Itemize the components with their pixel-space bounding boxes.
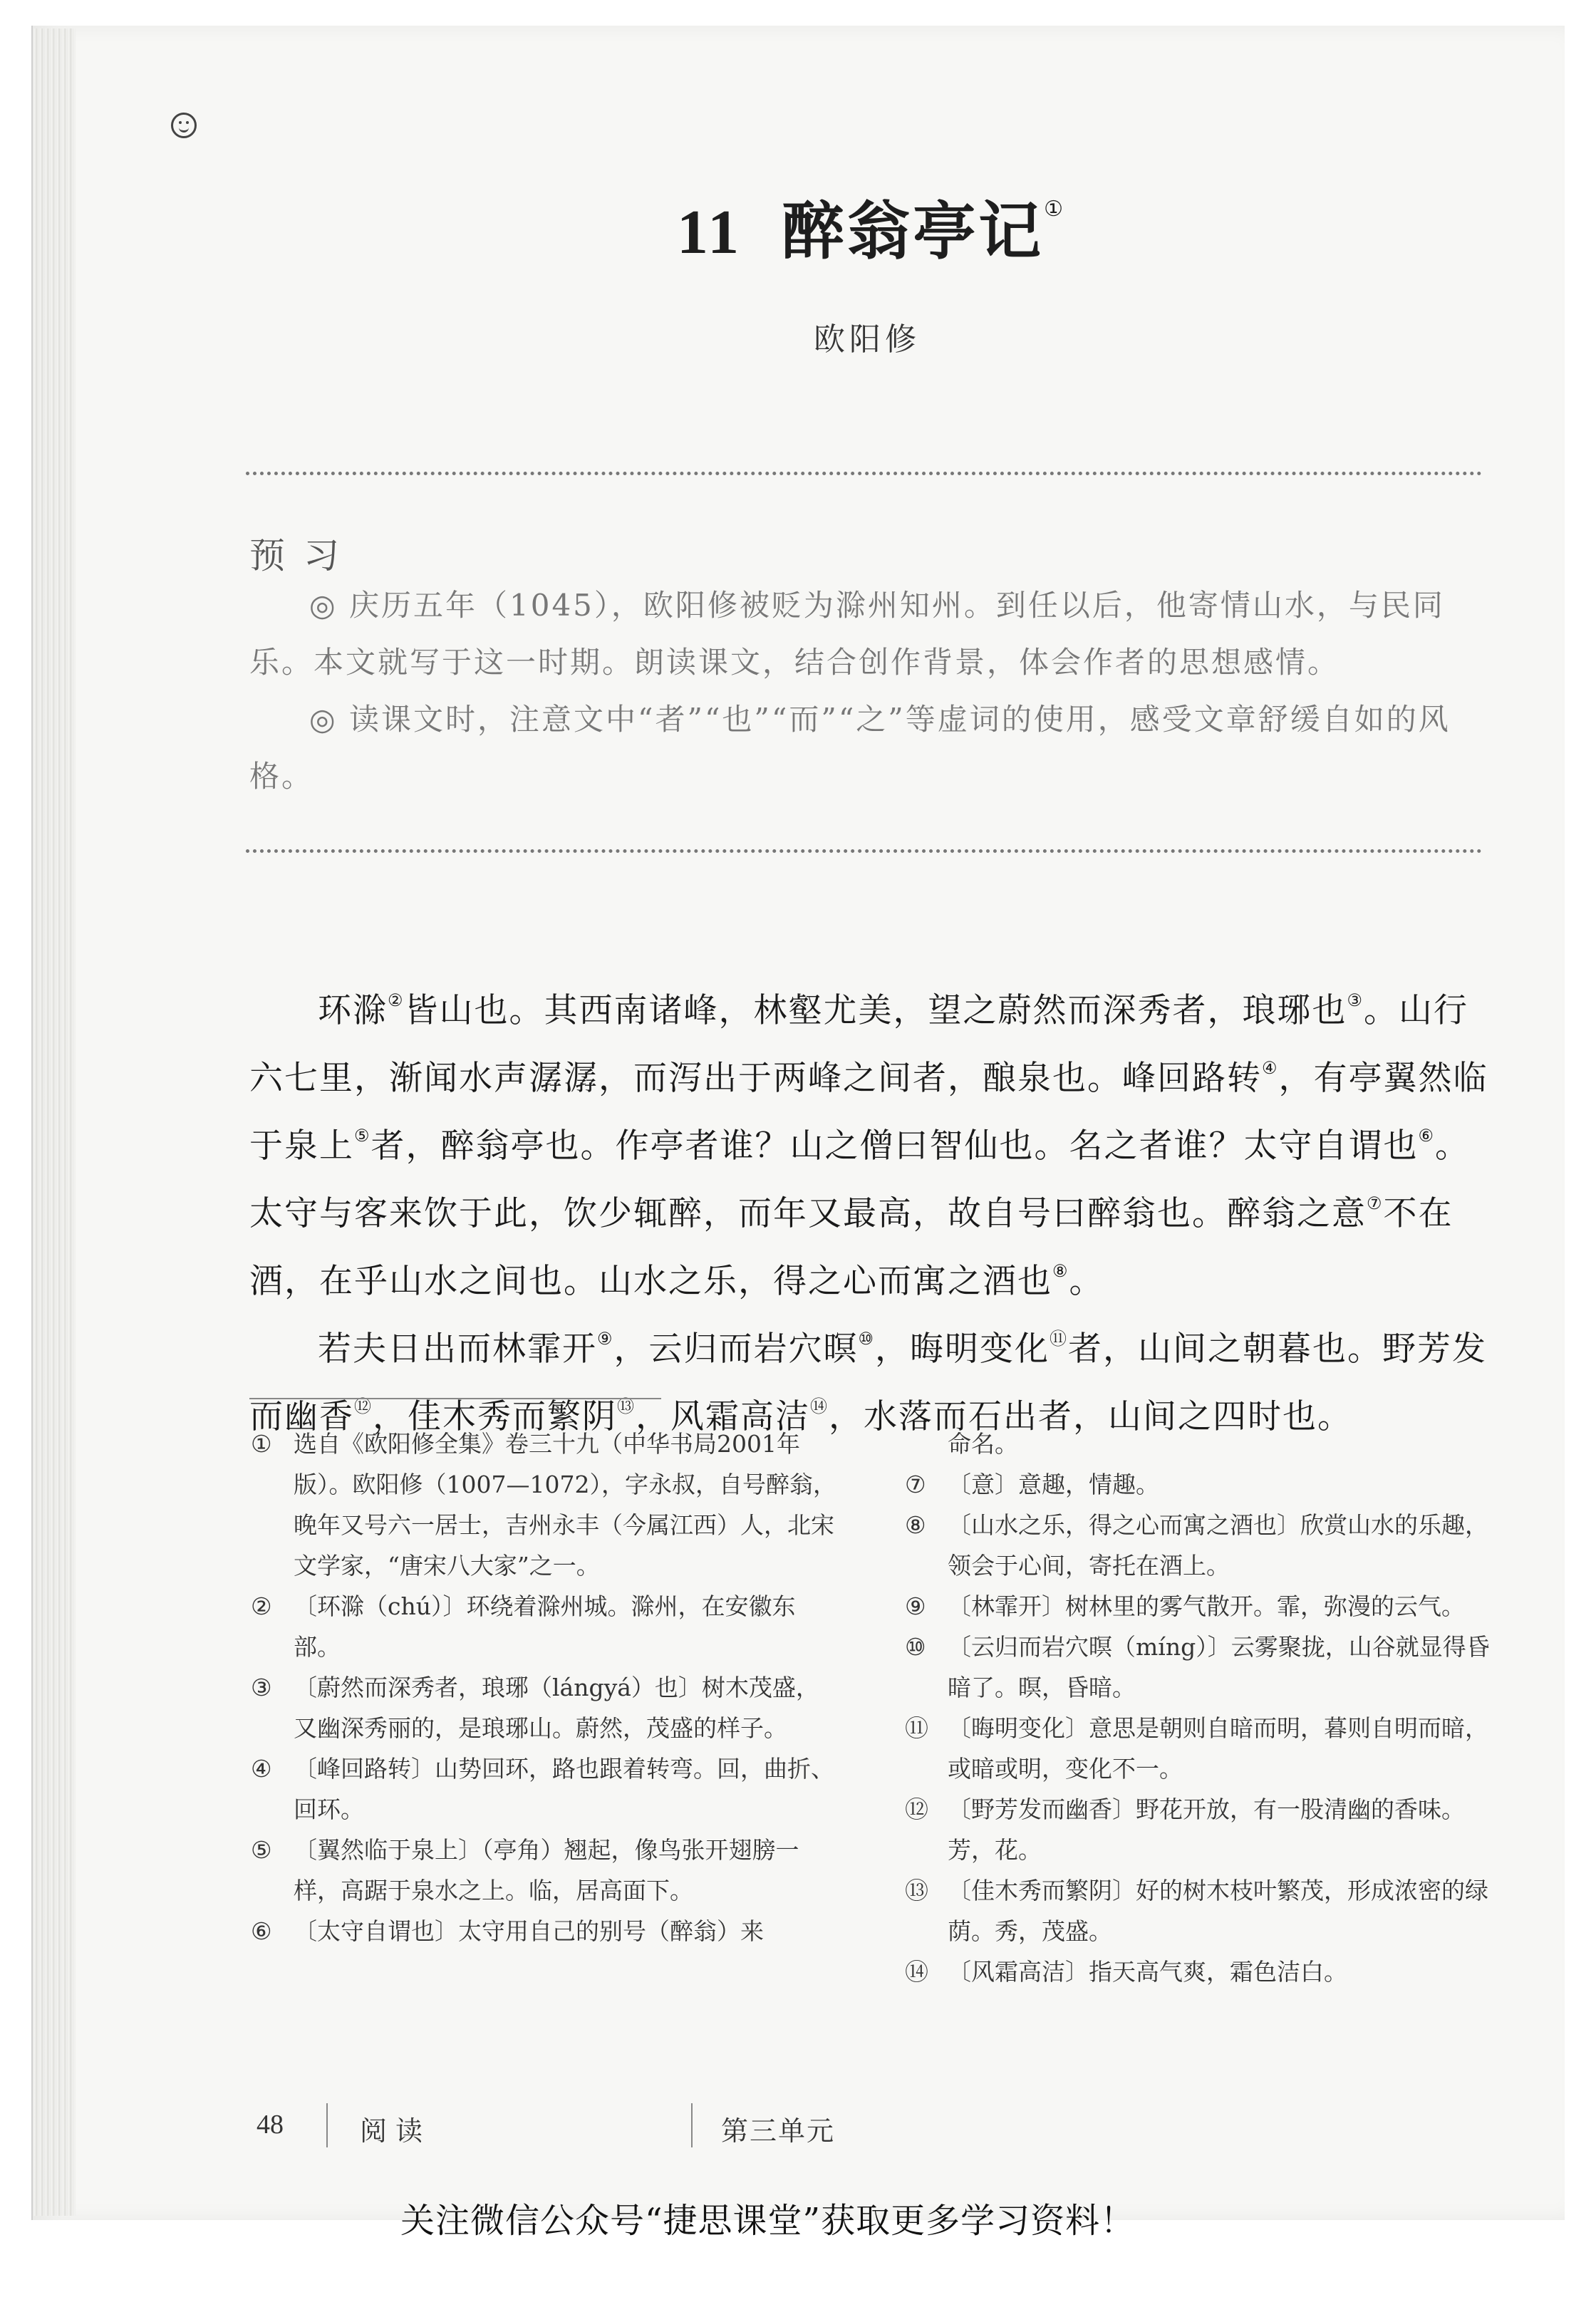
text-segment: 皆山也。其西南诸峰，林壑尤美，望之蔚然而深秀者，琅琊也 (404, 991, 1347, 1030)
footnote-text: 〔环滁（chú）〕环绕着滁州城。滁州，在安徽东部。 (294, 1592, 796, 1661)
footnote (905, 1951, 1496, 1992)
title-note-marker: ① (1044, 197, 1067, 222)
footnote (905, 1627, 1496, 1708)
paragraph-1 (249, 972, 1489, 1310)
preview-item: ◎ 庆历五年（1045），欧阳修被贬为滁州知州。到任以后，他寄情山水，与民同乐。本文就写于这一时期。朗读课文，结合创作背景，体会作者的思想感情。 (249, 588, 1445, 680)
footnote-reference: ⑤ (354, 1126, 371, 1146)
footnote-reference: ⑭ (810, 1396, 829, 1416)
text-segment: ，晦明变化 (875, 1329, 1050, 1369)
text-segment: ，风霜高洁 (636, 1397, 810, 1436)
footnote (905, 1464, 1496, 1505)
footnote-text: 〔蔚然而深秀者，琅琊（lángyá）也〕树木茂盛，又幽深秀丽的，是琅琊山。蔚然，茂盛的样子。 (294, 1674, 819, 1742)
footnote-reference: ④ (1262, 1058, 1279, 1078)
author: 欧阳修 (814, 321, 921, 358)
preview-item: ◎ 读课文时，注意文中“者”“也”“而”“之”等虚词的使用，感受文章舒缓自如的风格。 (249, 702, 1451, 794)
footnote-text: 〔风霜高洁〕指天高气爽，霜色洁白。 (948, 1958, 1347, 1986)
footnote-marker: ⑩ (905, 1633, 926, 1661)
promo-text: 关注微信公众号“捷思课堂”获取更多学习资料！ (400, 2201, 1136, 2241)
footnote (251, 1667, 842, 1748)
footnote-text: 〔林霏开〕树林里的雾气散开。霏，弥漫的云气。 (948, 1592, 1465, 1620)
footnote-text: 〔翼然临于泉上〕（亭角）翘起，像鸟张开翅膀一样，高踞于泉水之上。临，居高面下。 (294, 1836, 799, 1904)
footnote-continuation: 命名。 (948, 1430, 1018, 1458)
footnote-reference: ⑩ (858, 1329, 876, 1349)
footnote-marker: ① (251, 1430, 272, 1458)
footnote-marker: ⑬ (905, 1877, 928, 1904)
footnote-text: 选自《欧阳修全集》卷三十九（中华书局2001年版）。欧阳修（1007—1072），字永叔，自号醉翁，晚年又号六一居士，吉州永丰（今属江西）人，北宋文学家，“唐宋八大家”之一。 (294, 1430, 836, 1580)
notes-divider (249, 1398, 661, 1399)
footnote-marker: ⑪ (905, 1714, 928, 1742)
text-segment: 不在酒，在乎山水之间也。山水之乐，得之心而寓之酒也 (249, 1194, 1454, 1301)
text-segment: ，佳木秀而繁阴 (373, 1397, 617, 1436)
footnote-text: 〔晦明变化〕意思是朝则自暗而明，暮则自明而暗，或暗或明，变化不一。 (948, 1714, 1488, 1783)
preview-body (249, 577, 1486, 805)
lesson-title (677, 182, 1066, 271)
footnote-text: 〔野芳发而幽香〕野花开放，有一股清幽的香味。芳，花。 (948, 1795, 1465, 1864)
footnote (905, 1586, 1496, 1627)
footnote-marker: ⑭ (905, 1958, 928, 1986)
footnote-reference: ② (388, 990, 405, 1010)
text-segment: 者，山间之朝暮也。野芳发而幽香 (249, 1329, 1488, 1436)
notes-left-column (251, 1424, 842, 1951)
text-segment: ，水落而石出者，山间之四时也。 (829, 1397, 1352, 1436)
footnote (905, 1708, 1496, 1789)
footnote-marker: ⑤ (251, 1836, 272, 1864)
footnote-text: 〔太守自谓也〕太守用自己的别号（醉翁）来 (294, 1917, 764, 1945)
main-text (249, 972, 1489, 1446)
footnote-text: 〔山水之乐，得之心而寓之酒也〕欣赏山水的乐趣，领会于心间，寄托在酒上。 (948, 1511, 1488, 1580)
footnote-reference: ⑥ (1418, 1126, 1436, 1146)
footnote-reference: ⑬ (617, 1396, 636, 1416)
dotted-divider-top (246, 472, 1482, 475)
footnote-marker: ③ (251, 1674, 272, 1701)
footnote-marker: ② (251, 1592, 272, 1620)
footnote-text: 〔云归而岩穴暝（míng）〕云雾聚拢，山谷就显得昏暗了。暝，昏暗。 (948, 1633, 1490, 1701)
page-edge (33, 28, 76, 2216)
text-segment: ，云归而岩穴暝 (613, 1329, 859, 1369)
footnote-marker: ⑧ (905, 1511, 926, 1539)
footnote-reference: ③ (1347, 990, 1364, 1010)
footnote-marker: ⑫ (905, 1795, 928, 1823)
text-segment: 。太守与客来饮于此，饮少辄醉，而年又最高，故自号曰醉翁也。醉翁之意 (249, 1126, 1471, 1233)
footnote-reference: ⑨ (597, 1329, 614, 1349)
footnote-text: 〔意〕意趣，情趣。 (948, 1471, 1159, 1498)
footnote (251, 1911, 842, 1951)
footer-separator (691, 2103, 693, 2147)
text-segment: 。 (1069, 1262, 1104, 1301)
notes-right-column (905, 1424, 1496, 1992)
footnote-reference: ⑪ (1050, 1329, 1069, 1349)
footnote (905, 1505, 1496, 1586)
footnote-marker: ④ (251, 1755, 272, 1783)
lesson-number: 11 (677, 198, 742, 267)
page-number: 48 (256, 2110, 284, 2140)
footnote (905, 1870, 1496, 1951)
dotted-divider-bottom (246, 849, 1482, 853)
text-segment: 者，醉翁亭也。作亭者谁？山之僧曰智仙也。名之者谁？太守自谓也 (370, 1126, 1419, 1166)
text-segment: ，有亭翼然临于泉上 (249, 1059, 1488, 1166)
text-segment: 环滁 (318, 991, 388, 1030)
footnote-reference: ⑧ (1052, 1261, 1069, 1281)
footnote (251, 1586, 842, 1667)
footnote-text: 〔峰回路转〕山势回环，路也跟着转弯。回，曲折、回环。 (294, 1755, 834, 1823)
footnote (251, 1830, 842, 1911)
footnote-marker: ⑥ (251, 1917, 272, 1945)
footnote (905, 1789, 1496, 1870)
footnote (251, 1424, 842, 1586)
text-segment: 。山行六七里，渐闻水声潺潺，而泻出于两峰之间者，酿泉也。峰回路转 (249, 991, 1469, 1098)
footnote-text: 〔佳木秀而繁阴〕好的树木枝叶繁茂，形成浓密的绿荫。秀，茂盛。 (948, 1877, 1488, 1945)
text-segment: 若夫日出而林霏开 (318, 1329, 597, 1369)
footer-unit: 第三单元 (721, 2115, 836, 2147)
footer-section: 阅读 (360, 2115, 432, 2147)
footnote-reference: ⑦ (1367, 1193, 1384, 1213)
preview-heading: 预习 (249, 535, 358, 576)
smiley-icon (171, 113, 197, 138)
footer-separator (326, 2103, 328, 2147)
footnote-reference: ⑫ (354, 1396, 373, 1416)
footnote (251, 1748, 842, 1830)
lesson-title-text: 醉翁亭记 (782, 194, 1045, 268)
footnote-marker: ⑨ (905, 1592, 926, 1620)
footnote-marker: ⑦ (905, 1471, 926, 1498)
